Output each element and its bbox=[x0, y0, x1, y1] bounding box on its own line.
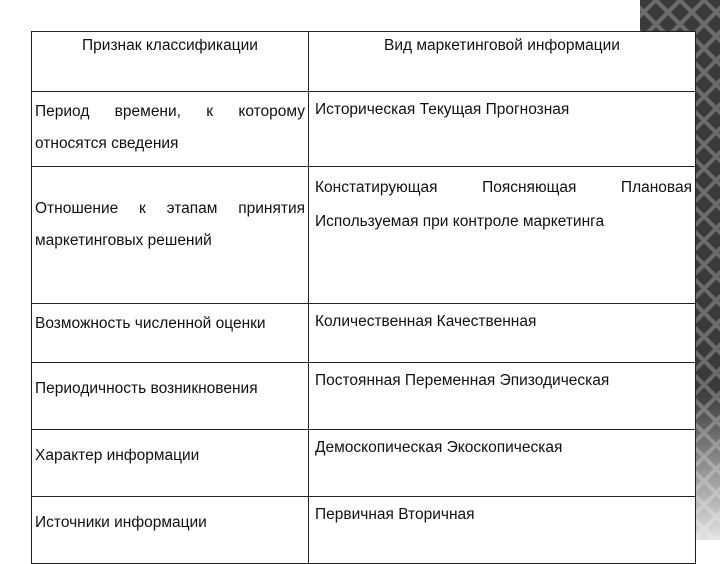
row-criterion: Характер информации bbox=[32, 430, 309, 497]
row-criterion: Отношение к этапам принятия маркетинговых решений bbox=[32, 167, 309, 304]
table-header-row bbox=[32, 32, 696, 92]
table-row bbox=[32, 430, 696, 497]
row-types: Констатирующая Поясняющая Плановая Используемая при контроле маркетинга bbox=[309, 167, 696, 304]
row-criterion: Источники информации bbox=[32, 497, 309, 564]
table-row bbox=[32, 92, 696, 167]
row-types: Постоянная Переменная Эпизодическая bbox=[309, 363, 696, 430]
row-types: Демоскопическая Экоскопическая bbox=[309, 430, 696, 497]
classification-table bbox=[31, 31, 696, 564]
row-criterion: Возможность численной оценки bbox=[32, 304, 309, 363]
row-types: Историческая Текущая Прогнозная bbox=[309, 92, 696, 167]
row-criterion: Период времени, к которому относятся сведения bbox=[32, 92, 309, 167]
row-types: Первичная Вторичная bbox=[309, 497, 696, 564]
table-row bbox=[32, 363, 696, 430]
header-criterion: Признак классификации bbox=[32, 32, 309, 92]
table-row bbox=[32, 304, 696, 363]
row-criterion: Периодичность возникновения bbox=[32, 363, 309, 430]
row-types: Количественная Качественная bbox=[309, 304, 696, 363]
table-row bbox=[32, 167, 696, 304]
header-types: Вид маркетинговой информации bbox=[309, 32, 696, 92]
table-row bbox=[32, 497, 696, 564]
